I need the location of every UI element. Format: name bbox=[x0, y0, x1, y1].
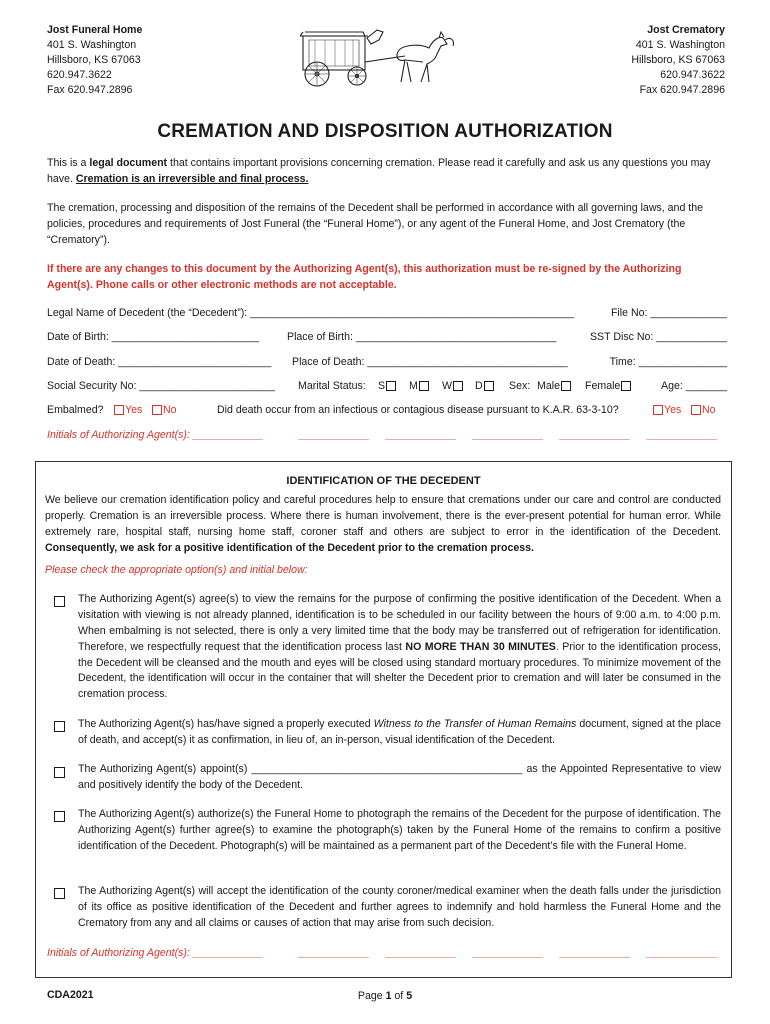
identification-intro-text: We believe our cremation identification policy and careful procedures help to ensure that cremations under our care and control are conducted properly. Cremation is an irreversible process. Where there is human involvement, there is the ever-present potential for human error. While extremely rare, hospital staff, nursing home staff, coroner staff and others are subject to error in the identification of the Decedent. bbox=[45, 494, 721, 538]
view-remains-text-c: . Prior to the identification process, the Decedent will be cleansed and the mouth and eyes will be closed using standard mortuary procedures. To minimize movement of the Decedent, the identification will occur in the container that will shelter the Decedent prior to cremation and will later be consumed in the cremation process. bbox=[78, 640, 722, 701]
initials-blank[interactable]: ____________ bbox=[386, 947, 457, 959]
funeral-home-city: Hillsboro, KS 67063 bbox=[47, 54, 141, 66]
marital-d-option[interactable] bbox=[475, 379, 495, 395]
birth-row bbox=[47, 330, 727, 346]
embalmed-no-label: No bbox=[163, 404, 177, 416]
legal-name-row bbox=[47, 306, 727, 322]
form-code: CDA2021 bbox=[47, 989, 94, 1001]
crematory-phone: 620.947.3622 bbox=[660, 69, 725, 81]
check-instruction: Please check the appropriate option(s) and initial below: bbox=[45, 564, 308, 576]
infectious-yes-option[interactable] bbox=[652, 403, 681, 419]
male-checkbox[interactable] bbox=[561, 381, 571, 391]
embalmed-label: Embalmed? bbox=[47, 404, 104, 416]
marital-w-checkbox[interactable] bbox=[453, 381, 463, 391]
time-field[interactable]: Time: _______________ bbox=[609, 356, 727, 368]
initials-blank[interactable]: ____________ bbox=[299, 429, 370, 441]
option-photograph-checkbox[interactable] bbox=[54, 811, 65, 822]
option-coroner-checkbox[interactable] bbox=[54, 888, 65, 899]
initials-blank[interactable]: ____________ bbox=[473, 429, 544, 441]
initials-label[interactable]: Initials of Authorizing Agent(s): ____________ bbox=[47, 429, 264, 441]
infectious-question: Did death occur from an infectious or contagious disease pursuant to K.A.R. 63-3-10? bbox=[217, 404, 619, 416]
infectious-yes-checkbox[interactable] bbox=[653, 405, 663, 415]
witness-document-name: Witness to the Transfer of Human Remains bbox=[373, 718, 577, 730]
ssn-row bbox=[47, 379, 727, 395]
page-number bbox=[0, 989, 770, 1005]
embalmed-no-checkbox[interactable] bbox=[152, 405, 162, 415]
option-witness-transfer-text bbox=[78, 717, 721, 749]
sst-disc-field[interactable]: SST Disc No: ____________ bbox=[589, 331, 727, 343]
place-of-birth-field[interactable]: Place of Birth: __________________________________ bbox=[287, 331, 557, 343]
option-appoint-representative-checkbox[interactable] bbox=[54, 767, 65, 778]
marital-m-label: M bbox=[409, 380, 418, 392]
initials-blank[interactable]: ____________ bbox=[647, 429, 718, 441]
thirty-minutes-emphasis: NO MORE THAN 30 MINUTES bbox=[405, 640, 556, 653]
initials-row-bottom bbox=[47, 946, 727, 962]
marital-d-checkbox[interactable] bbox=[484, 381, 494, 391]
marital-m-option[interactable] bbox=[409, 379, 430, 395]
funeral-home-fax: Fax 620.947.2896 bbox=[47, 84, 133, 96]
infectious-no-checkbox[interactable] bbox=[691, 405, 701, 415]
initials-label[interactable]: Initials of Authorizing Agent(s): ____________ bbox=[47, 947, 264, 959]
initials-blank[interactable]: ____________ bbox=[473, 947, 544, 959]
total-pages: 5 bbox=[406, 990, 413, 1002]
sex-label: Sex: bbox=[509, 380, 531, 392]
page-label: Page bbox=[357, 990, 386, 1002]
option-view-remains-text bbox=[78, 592, 721, 703]
funeral-home-address bbox=[47, 23, 142, 98]
marital-d-label: D bbox=[475, 380, 483, 392]
death-row bbox=[47, 355, 727, 371]
place-of-death-field[interactable]: Place of Death: __________________________________ bbox=[292, 356, 568, 368]
infectious-no-option[interactable] bbox=[690, 403, 716, 419]
initials-blank[interactable]: ____________ bbox=[647, 947, 718, 959]
initials-row-top bbox=[47, 428, 727, 444]
sex-female-option[interactable] bbox=[585, 379, 632, 395]
intro-text: This is a bbox=[47, 157, 90, 169]
intro-text-cont: that contains important provisions concerning cremation. Please read it carefully and ask us any questions you may have. bbox=[47, 157, 711, 185]
embalmed-yes-label: Yes bbox=[125, 404, 143, 416]
horse-carriage-logo bbox=[295, 26, 460, 88]
crematory-city: Hillsboro, KS 67063 bbox=[631, 54, 725, 66]
intro-paragraph bbox=[47, 156, 727, 188]
funeral-home-name: Jost Funeral Home bbox=[47, 24, 143, 36]
identification-title: IDENTIFICATION OF THE DECEDENT bbox=[286, 475, 481, 487]
option-view-remains-checkbox[interactable] bbox=[54, 596, 65, 607]
crematory-fax: Fax 620.947.2896 bbox=[639, 84, 725, 96]
initials-blank[interactable]: ____________ bbox=[560, 429, 631, 441]
embalmed-yes-option[interactable] bbox=[113, 403, 142, 419]
resign-warning: If there are any changes to this document by the Authorizing Agent(s), this authorization must be re-signed by the Authorizing Agent(s). Phone calls or other electronic methods are not acceptable. bbox=[47, 263, 682, 291]
crematory-address bbox=[631, 23, 725, 98]
age-field[interactable]: Age: _______ bbox=[661, 380, 727, 392]
marital-m-checkbox[interactable] bbox=[419, 381, 429, 391]
crematory-name: Jost Crematory bbox=[647, 24, 725, 36]
view-remains-text-a: The Authorizing Agent(s) agree(s) to view the remains for the purpose of confirming the positive identification of the Decedent. When a visitation with viewing is not already planned, identification is to be scheduled in our facility between the hours of 9:00 a.m. to 4:00 p.m. When embalming is not selected, there is only a very limited time that the body may be transferred out of refrigeration for identification. Therefore, we respectfully request that the identification process last bbox=[78, 593, 721, 653]
witness-text-a: The Authorizing Agent(s) has/have signed a properly executed bbox=[78, 718, 374, 730]
embalmed-yes-checkbox[interactable] bbox=[114, 405, 124, 415]
initials-blank[interactable]: ____________ bbox=[299, 947, 370, 959]
sex-male-option[interactable] bbox=[537, 379, 572, 395]
initials-blank[interactable]: ____________ bbox=[560, 947, 631, 959]
funeral-home-phone: 620.947.3622 bbox=[47, 69, 112, 81]
file-no-field[interactable]: File No: _____________ bbox=[610, 307, 727, 319]
date-of-death-field[interactable]: Date of Death: __________________________ bbox=[47, 356, 272, 368]
male-label: Male bbox=[537, 380, 560, 392]
irreversible-notice: Cremation is an irreversible and final process. bbox=[75, 172, 309, 185]
marital-s-label: S bbox=[378, 380, 386, 392]
marital-s-checkbox[interactable] bbox=[386, 381, 396, 391]
crematory-street: 401 S. Washington bbox=[635, 39, 725, 51]
marital-w-option[interactable] bbox=[442, 379, 464, 395]
marital-w-label: W bbox=[442, 380, 452, 392]
embalmed-row bbox=[47, 403, 727, 419]
document-title: CREMATION AND DISPOSITION AUTHORIZATION bbox=[157, 121, 613, 142]
positive-id-request: Consequently, we ask for a positive identification of the Decedent prior to the cremation process. bbox=[45, 541, 534, 554]
option-photograph-text: The Authorizing Agent(s) authorize(s) the Funeral Home to photograph the remains of the Decedent for the purpose of identification. The Authorizing Agent(s) further agree(s) to examine the photograph(s) taken by the Funeral Home of the remains to confirm a positive identification of the Decedent. Photograph(s) will be maintained as a permanent part of the Decedent’s file with the Funeral Home. bbox=[78, 808, 721, 852]
identification-intro bbox=[45, 493, 721, 557]
initials-blank[interactable]: ____________ bbox=[386, 429, 457, 441]
option-appoint-representative-text: The Authorizing Agent(s) appoint(s) ______________________________________________ as the Appointed Representative to view and positively identify the body of the Decedent. bbox=[78, 763, 721, 791]
marital-s-option[interactable] bbox=[378, 379, 397, 395]
option-witness-transfer-checkbox[interactable] bbox=[54, 721, 65, 732]
ssn-field[interactable]: Social Security No: _______________________ bbox=[47, 380, 275, 392]
cremation-policy-paragraph: The cremation, processing and disposition of the remains of the Decedent shall be performed in accordance with all governing laws, and the policies, procedures and requirements of Jost Funeral (the “Funeral Home”), or any agent of the Funeral Home, and Jost Crematory (the “Crematory”). bbox=[47, 202, 704, 246]
marital-status-label: Marital Status: bbox=[298, 380, 366, 392]
infectious-yes-label: Yes bbox=[664, 404, 682, 416]
female-label: Female bbox=[585, 380, 621, 392]
date-of-birth-field[interactable]: Date of Birth: _________________________ bbox=[47, 331, 260, 343]
legal-name-field[interactable]: Legal Name of Decedent (the “Decedent”): _______________________________________________________ bbox=[47, 307, 575, 319]
page-of-label: of bbox=[391, 990, 407, 1002]
funeral-home-street: 401 S. Washington bbox=[47, 39, 137, 51]
current-page: 1 bbox=[385, 990, 392, 1002]
option-coroner-text: The Authorizing Agent(s) will accept the identification of the county coroner/medical examiner when the death falls under the jurisdiction of its office as positive identification of the Decedent and further agrees to indemnify and hold harmless the Funeral Home and the Crematory from any and all claims or causes of action that may arise from such decision. bbox=[78, 885, 721, 929]
infectious-no-label: No bbox=[702, 404, 716, 416]
female-checkbox[interactable] bbox=[621, 381, 631, 391]
embalmed-no-option[interactable] bbox=[151, 403, 177, 419]
legal-document-emphasis: legal document bbox=[89, 157, 168, 169]
witness-text-c: document, signed at the place of death, and accept(s) it as confirmation, in lieu of, an in-person, visual identification of the Decedent. bbox=[78, 718, 721, 746]
